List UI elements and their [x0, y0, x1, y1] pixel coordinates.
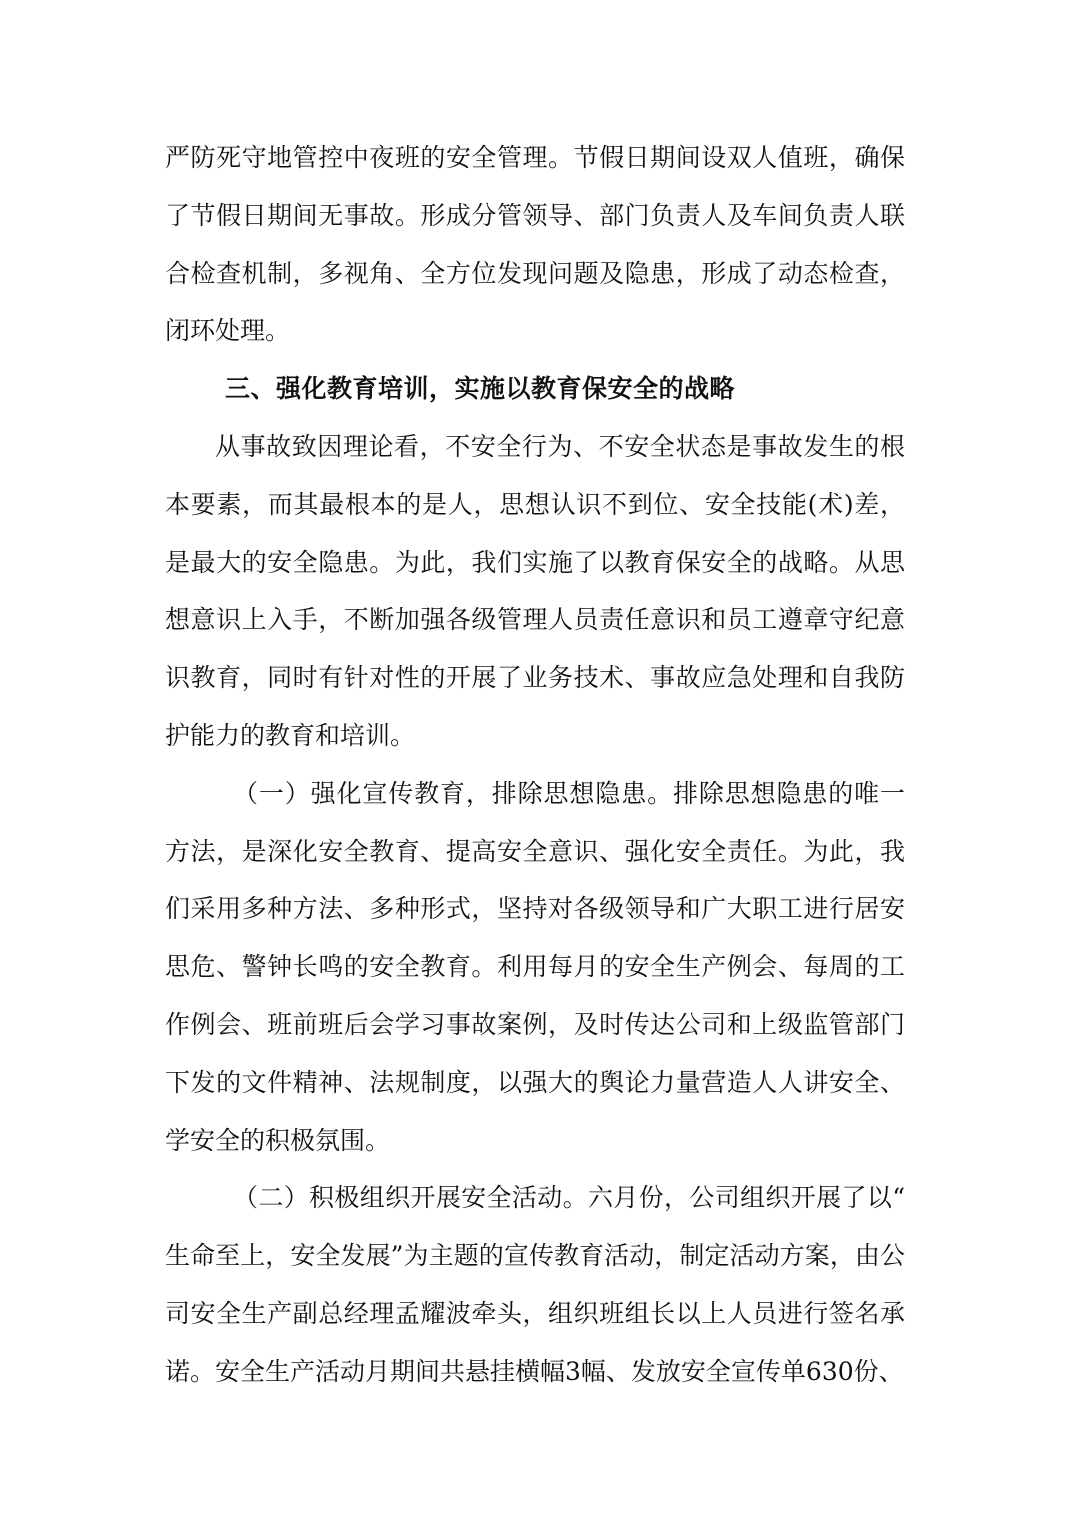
paragraph-publicity-education: （一）强化宣传教育，排除思想隐患。排除思想隐患的唯一方法，是深化安全教育、提高安全意识、强化安全责任。为此，我们采用多种方法、多种形式，坚持对各级领导和广大职工进行居安思危、警钟长鸣的安全教育。利用每月的安全生产例会、每周的工作例会、班前班后会学习事故案例，及时传达公司和上级监管部门下发的文件精神、法规制度，以强大的舆论力量营造人人讲安全、学安全的积极氛围。 — [165, 778, 905, 1155]
paragraph-accident-theory: 从事故致因理论看，不安全行为、不安全状态是事故发生的根本要素，而其最根本的是人，思想认识不到位、安全技能(术)差，是最大的安全隐患。为此，我们实施了以教育保安全的战略。从思想意识上入手，不断加强各级管理人员责任意识和员工遵章守纪意识教育，同时有针对性的开展了业务技术、事故应急处理和自我防护能力的教育和培训。 — [165, 431, 905, 750]
section-heading-3: 三、强化教育培训，实施以教育保安全的战略 — [225, 374, 736, 404]
document-body — [165, 129, 905, 1401]
paragraph-safety-activities: （二）积极组织开展安全活动。六月份，公司组织开展了以“生命至上，安全发展”为主题的宣传教育活动，制定活动方案，由公司安全生产副总经理孟耀波牵头，组织班组长以上人员进行签名承诺。安全生产活动月期间共悬挂横幅3幅、发放安全宣传单630份、 — [165, 1183, 905, 1386]
paragraph-continuation: 严防死守地管控中夜班的安全管理。节假日期间设双人值班，确保了节假日期间无事故。形成分管领导、部门负责人及车间负责人联合检查机制，多视角、全方位发现问题及隐患，形成了动态检查，闭环处理。 — [165, 143, 905, 346]
